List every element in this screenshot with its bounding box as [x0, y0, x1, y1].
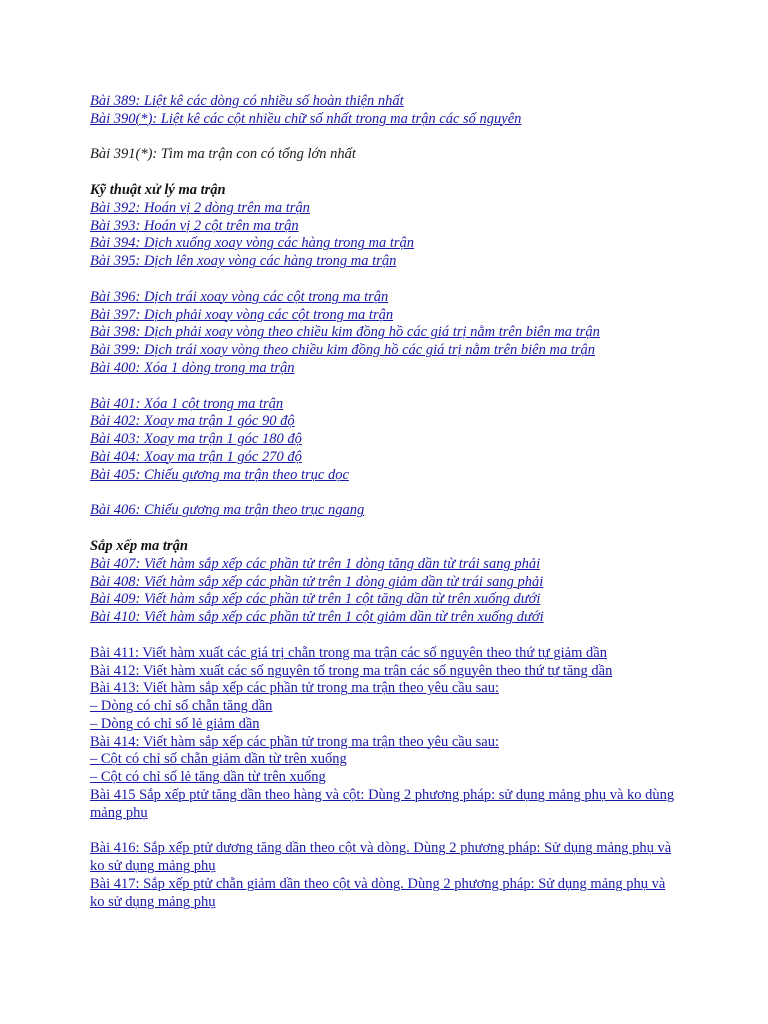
section-heading-matrix-ops: Kỹ thuật xử lý ma trận — [90, 181, 226, 198]
exercise-link-398[interactable]: Bài 398: Dịch phải xoay vòng theo chiều kim đồng hồ các giá trị nằm trên biên ma trận — [90, 324, 600, 341]
spacer — [90, 164, 690, 182]
exercise-link-408[interactable]: Bài 408: Viết hàm sắp xếp các phần tử trên 1 dòng giảm dần từ trái sang phải — [90, 573, 544, 590]
exercise-text-391: Bài 391(*): Tìm ma trận con có tổng lớn nhất — [90, 146, 356, 163]
exercise-link-413-sub-2[interactable]: – Dòng có chỉ số lẻ giảm dần — [90, 715, 260, 732]
exercise-link-403[interactable]: Bài 403: Xoay ma trận 1 góc 180 độ — [90, 431, 302, 448]
exercise-link-399[interactable]: Bài 399: Dịch trái xoay vòng theo chiều kim đồng hồ các giá trị nằm trên biên ma trận — [90, 342, 595, 359]
spacer — [90, 520, 690, 538]
exercise-link-412[interactable]: Bài 412: Viết hàm xuất các số nguyên tố trong ma trận các số nguyên theo thứ tự tăng dần — [90, 662, 613, 679]
exercise-link-409[interactable]: Bài 409: Viết hàm sắp xếp các phần tử trên 1 cột tăng dần từ trên xuống dưới — [90, 591, 541, 608]
exercise-link-406[interactable]: Bài 406: Chiếu gương ma trận theo trục ngang — [90, 502, 365, 519]
spacer — [90, 485, 690, 503]
exercise-link-394[interactable]: Bài 394: Dịch xuống xoay vòng các hàng trong ma trận — [90, 235, 415, 252]
exercise-link-404[interactable]: Bài 404: Xoay ma trận 1 góc 270 độ — [90, 448, 302, 465]
exercise-link-414-sub-1[interactable]: – Cột có chỉ số chẵn giảm dần từ trên xuống — [90, 751, 347, 768]
exercise-link-390[interactable]: Bài 390(*): Liệt kê các cột nhiều chữ số nhất trong ma trận các số nguyên — [90, 110, 522, 127]
exercise-link-400[interactable]: Bài 400: Xóa 1 dòng trong ma trận — [90, 359, 295, 376]
section-heading-sort: Sắp xếp ma trận — [90, 537, 188, 554]
spacer — [90, 627, 690, 645]
exercise-link-414[interactable]: Bài 414: Viết hàm sắp xếp các phần tử trong ma trận theo yêu cầu sau: — [90, 733, 499, 750]
spacer — [90, 823, 690, 841]
exercise-link-407[interactable]: Bài 407: Viết hàm sắp xếp các phần tử trên 1 dòng tăng dần từ trái sang phải — [90, 555, 541, 572]
exercise-link-413-sub-1[interactable]: – Dòng có chỉ số chẵn tăng dần — [90, 698, 273, 715]
exercise-link-393[interactable]: Bài 393: Hoán vị 2 cột trên ma trận — [90, 217, 299, 234]
exercise-link-392[interactable]: Bài 392: Hoán vị 2 dòng trên ma trận — [90, 199, 310, 216]
exercise-link-415[interactable]: Bài 415 Sắp xếp ptử tăng dần theo hàng và cột: Dùng 2 phương pháp: sử dụng mảng phụ và ko dùng mảng phụ — [90, 787, 675, 821]
exercise-link-416[interactable]: Bài 416: Sắp xếp ptử dương tăng dần theo cột và dòng. Dùng 2 phương pháp: Sử dụng mảng phụ và ko sử dụng mảng phụ — [90, 840, 672, 875]
exercise-link-402[interactable]: Bài 402: Xoay ma trận 1 góc 90 độ — [90, 413, 295, 430]
exercise-link-417[interactable]: Bài 417: Sắp xếp ptử chẵn giảm dần theo cột và dòng. Dùng 2 phương pháp: Sử dụng mảng phụ và ko sử dụng mảng phụ — [90, 876, 666, 910]
exercise-link-410[interactable]: Bài 410: Viết hàm sắp xếp các phần tử trên 1 cột giảm dần từ trên xuống dưới — [90, 609, 544, 626]
exercise-link-396[interactable]: Bài 396: Dịch trái xoay vòng các cột trong ma trận — [90, 288, 389, 305]
spacer — [90, 378, 690, 396]
exercise-link-411[interactable]: Bài 411: Viết hàm xuất các giá trị chẵn trong ma trận các số nguyên theo thứ tự giảm dần — [90, 644, 607, 661]
exercise-link-405[interactable]: Bài 405: Chiếu gương ma trận theo trục dọc — [90, 466, 349, 483]
document-page — [90, 93, 690, 912]
exercise-link-395[interactable]: Bài 395: Dịch lên xoay vòng các hàng trong ma trận — [90, 253, 397, 270]
spacer — [90, 271, 690, 289]
exercise-link-397[interactable]: Bài 397: Dịch phải xoay vòng các cột trong ma trận — [90, 306, 394, 323]
exercise-link-389[interactable]: Bài 389: Liệt kê các dòng có nhiều số hoàn thiện nhất — [90, 93, 404, 109]
spacer — [90, 129, 690, 147]
exercise-link-401[interactable]: Bài 401: Xóa 1 cột trong ma trận — [90, 395, 284, 412]
exercise-link-413[interactable]: Bài 413: Viết hàm sắp xếp các phần tử trong ma trận theo yêu cầu sau: — [90, 680, 499, 697]
exercise-link-414-sub-2[interactable]: – Cột có chỉ số lẻ tăng dần từ trên xuống — [90, 769, 326, 786]
